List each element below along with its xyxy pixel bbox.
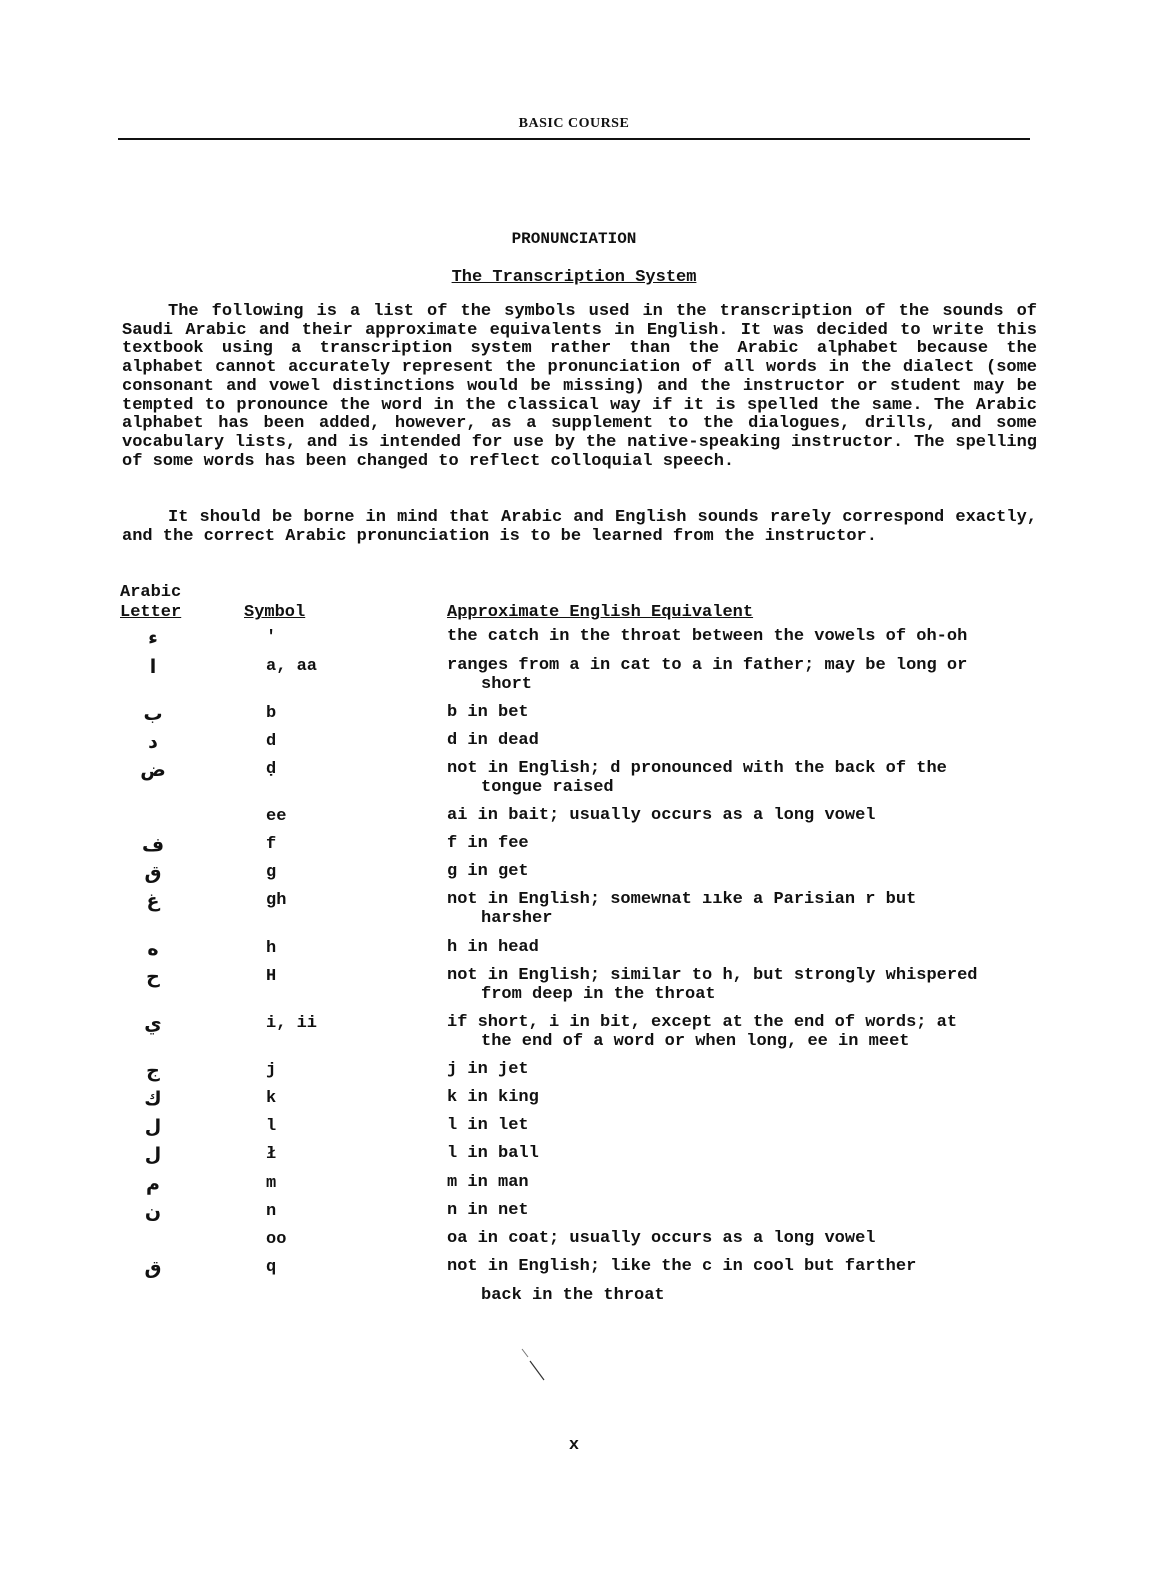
note-paragraph: It should be borne in mind that Arabic and English sounds rarely correspond exactly, and the correct Arabic pronunciation is to be learned from the instructor. (122, 508, 1037, 546)
arabic-letter: ك (144, 1088, 162, 1110)
english-equivalent (447, 1117, 1047, 1136)
equivalent-line: b in bet (447, 703, 529, 722)
arabic-letter: ق (144, 862, 162, 884)
arabic-letter: ه (147, 938, 159, 960)
equivalent-line: if short, i in bit, except at the end of words; at (447, 1013, 958, 1032)
equivalent-line: not in English; somewnat ııke a Parisian r but (447, 890, 917, 909)
english-equivalent (447, 835, 1047, 854)
transcription-symbol: h (266, 939, 277, 958)
equivalent-line: l in let (447, 1116, 529, 1135)
equivalent-line: the catch in the throat between the vowels of oh-oh (447, 627, 968, 646)
english-equivalent (447, 939, 1047, 958)
arabic-letter: ق (144, 1257, 162, 1279)
english-equivalent (447, 732, 1047, 751)
equivalent-line: not in English; similar to h, but strongly whispered (447, 966, 978, 985)
transcription-symbol: f (266, 835, 277, 854)
english-equivalent (447, 1258, 1047, 1305)
english-equivalent (447, 807, 1047, 826)
transcription-symbol: q (266, 1258, 277, 1277)
english-equivalent (447, 657, 1047, 694)
english-equivalent (447, 1145, 1047, 1164)
arabic-letter: ن (144, 1201, 162, 1223)
arabic-letter: ج (146, 1060, 160, 1082)
english-equivalent (447, 1230, 1047, 1249)
intro-paragraph: The following is a list of the symbols used in the transcription of the sounds of Saudi Arabic and their approximate equivalents in English. It was decided to write this textbook using a transcription system rather than the Arabic alphabet because the alphabet cannot accurately represent the pronunciation of all words in the dialect (some consonant and vowel distinctions would be missing) and the instructor or student may be tempted to pronounce the word in the classical way if it is spelled the same. The Arabic alphabet has been added, however, as a supplement to the dialogues, drills, and some vocabulary lists, and is intended for use by the native-speaking instructor. The spelling of some words has been changed to reflect colloquial speech. (122, 302, 1037, 471)
arabic-letter: ض (140, 759, 166, 781)
arabic-letter: غ (146, 890, 160, 912)
arabic-letter: ء (148, 627, 158, 649)
transcription-symbol: d (266, 732, 277, 751)
transcription-symbol: ' (266, 628, 277, 647)
transcription-symbol: m (266, 1174, 277, 1193)
equivalent-line-continued: harsher (481, 908, 553, 928)
equivalent-line: j in jet (447, 1060, 529, 1079)
arabic-letter: د (148, 731, 158, 753)
equivalent-line-continued: back in the throat (481, 1285, 665, 1305)
equivalent-line: n in net (447, 1201, 529, 1220)
equivalent-line-continued: from deep in the throat (481, 984, 716, 1004)
equivalent-line-continued: the end of a word or when long, ee in meet (481, 1031, 910, 1051)
header-rule (118, 138, 1030, 140)
transcription-symbol: k (266, 1089, 277, 1108)
transcription-symbol: g (266, 863, 277, 882)
equivalent-line: ranges from a in cat to a in father; may be long or (447, 656, 968, 675)
equivalent-line-continued: tongue raised (481, 777, 614, 797)
equivalent-line: f in fee (447, 834, 529, 853)
english-equivalent (447, 704, 1047, 723)
english-equivalent (447, 891, 1047, 928)
transcription-symbol: l (266, 1117, 277, 1136)
english-equivalent (447, 628, 1047, 647)
arabic-letter: ف (141, 834, 165, 856)
equivalent-line: h in head (447, 938, 539, 957)
equivalent-line: k in king (447, 1088, 539, 1107)
equivalent-line: oa in coat; usually occurs as a long vowel (447, 1229, 876, 1248)
equivalent-line: l in ball (447, 1144, 539, 1163)
stray-pen-mark (520, 1347, 550, 1383)
arabic-letter: ب (143, 703, 163, 725)
arabic-letter: م (146, 1173, 160, 1195)
arabic-letter: ل (144, 1116, 162, 1138)
english-equivalent (447, 1014, 1047, 1051)
equivalent-line: g in get (447, 862, 529, 881)
arabic-letter: ي (144, 1013, 162, 1035)
equivalent-line: d in dead (447, 731, 539, 750)
english-equivalent (447, 1174, 1047, 1193)
english-equivalent (447, 863, 1047, 882)
running-header: BASIC COURSE (518, 116, 630, 131)
transcription-symbol: b (266, 704, 277, 723)
transcription-symbol: i, ii (266, 1014, 318, 1033)
header-symbol: Symbol (244, 603, 306, 622)
equivalent-line-continued: short (481, 674, 533, 694)
arabic-letter: ل (144, 1144, 162, 1166)
header-arabic-line2: Letter (120, 603, 182, 622)
english-equivalent (447, 1089, 1047, 1108)
section-subtitle: The Transcription System (451, 268, 697, 287)
header-equivalent: Approximate English Equivalent (447, 603, 754, 622)
transcription-symbol: oo (266, 1230, 287, 1249)
transcription-symbol: ḍ (266, 760, 277, 779)
transcription-symbol: j (266, 1061, 277, 1080)
transcription-symbol: H (266, 967, 277, 986)
english-equivalent (447, 1202, 1047, 1221)
english-equivalent (447, 760, 1047, 797)
equivalent-line: not in English; d pronounced with the back of the (447, 759, 947, 778)
page-number: x (568, 1436, 580, 1455)
english-equivalent (447, 1061, 1047, 1080)
transcription-symbol: gh (266, 891, 287, 910)
english-equivalent (447, 967, 1047, 1004)
header-arabic-line1: Arabic (120, 583, 182, 602)
transcription-symbol: ł (266, 1145, 277, 1164)
transcription-symbol: n (266, 1202, 277, 1221)
equivalent-line: m in man (447, 1173, 529, 1192)
arabic-letter: ا (149, 656, 157, 678)
equivalent-line: not in English; like the c in cool but farther (447, 1257, 917, 1276)
arabic-letter: ح (146, 966, 160, 988)
equivalent-line: ai in bait; usually occurs as a long vowel (447, 806, 876, 825)
transcription-symbol: ee (266, 807, 287, 826)
section-title: PRONUNCIATION (511, 230, 637, 248)
transcription-symbol: a, aa (266, 657, 318, 676)
